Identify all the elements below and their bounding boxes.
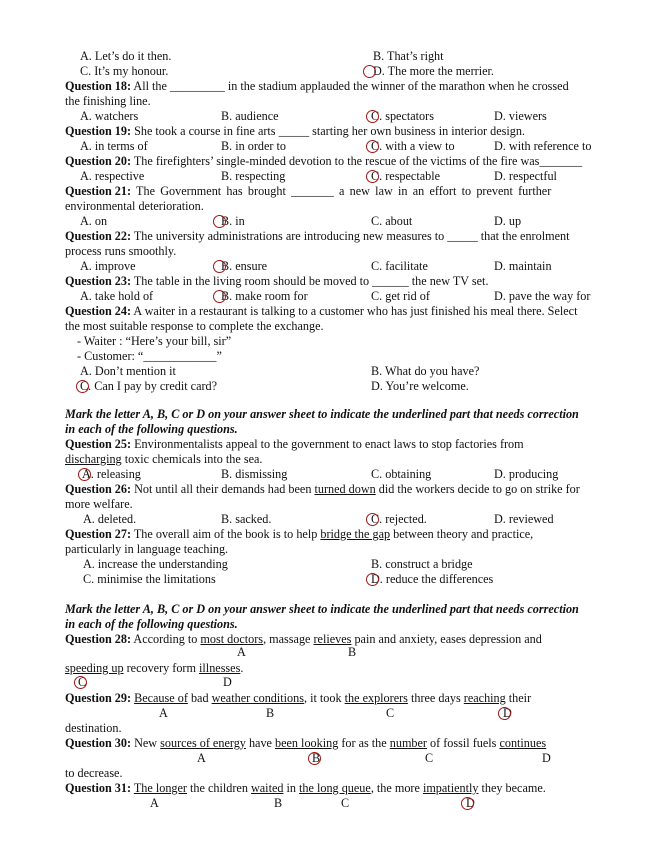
q26-option-d: D. reviewed	[494, 512, 554, 526]
q21-option-b: B. in	[221, 214, 245, 228]
q27-option-d: D. reduce the differences	[371, 572, 494, 586]
q25-option-b: B. dismissing	[221, 467, 288, 481]
q27-option-a: A. increase the understanding	[83, 557, 228, 571]
question-27-stem: particularly in language teaching.	[65, 542, 229, 556]
q30-letter-b: B	[312, 751, 321, 765]
q19-option-b: B. in order to	[221, 139, 286, 153]
q23-option-a: A. take hold of	[80, 289, 154, 303]
q18-option-b: B. audience	[221, 109, 279, 123]
q26-option-a: A. deleted.	[83, 512, 137, 526]
q29-letter-c: C	[386, 706, 395, 720]
question-22-stem: process runs smoothly.	[65, 244, 177, 258]
question-24-stem: the most suitable response to complete the exchange.	[65, 319, 324, 333]
answer-circle	[213, 290, 226, 303]
dialog-customer: - Customer: “____________”	[77, 349, 222, 363]
question-26: Question 26: Not until all their demands had been turned down did the workers decide to go on strike for	[65, 482, 580, 496]
question-25-stem: discharging toxic chemicals into the sea.	[65, 452, 263, 466]
q22-option-d: D. maintain	[494, 259, 552, 273]
q18-option-c: C. spectators	[371, 109, 434, 123]
q30-letter-c: C	[425, 751, 434, 765]
q18-option-d: D. viewers	[494, 109, 547, 123]
question-22: Question 22: The university administrations are introducing new measures to _____ that the enrolment	[65, 229, 570, 243]
q24-option-c: C. Can I pay by credit card?	[80, 379, 218, 393]
question-24: Question 24: A waiter in a restaurant is talking to a customer who has just finished his meal there. Select	[65, 304, 578, 318]
answer-circle	[76, 380, 89, 393]
q19-option-a: A. in terms of	[80, 139, 148, 153]
q22-option-a: A. improve	[80, 259, 136, 273]
section-instruction: Mark the letter A, B, C or D on your answer sheet to indicate the underlined part that needs correction	[65, 602, 579, 616]
question-25: Question 25: Environmentalists appeal to the government to enact laws to stop factories from	[65, 437, 524, 451]
q30-letter-d: D	[542, 751, 551, 765]
q27-option-b: B. construct a bridge	[371, 557, 473, 571]
answer-circle	[308, 752, 321, 765]
q20-option-d: D. respectful	[494, 169, 557, 183]
q29-letter-d: D	[503, 706, 512, 720]
section-instruction: Mark the letter A, B, C or D on your answer sheet to indicate the underlined part that needs correction	[65, 407, 579, 421]
question-29: Question 29: Because of bad weather conditions, it took the explorers three days reaching their	[65, 691, 532, 705]
question-26-stem: more welfare.	[65, 497, 133, 511]
question-18: Question 18: All the _________ in the stadium applauded the winner of the marathon when he crossed	[65, 79, 569, 93]
q23-option-d: D. pave the way for	[494, 289, 591, 303]
q19-option-d: D. with reference to	[494, 139, 592, 153]
q25-option-d: D. producing	[494, 467, 559, 481]
q26-option-c: C. rejected.	[371, 512, 427, 526]
dialog-waiter: - Waiter : “Here’s your bill, sir”	[77, 334, 232, 348]
section-instruction: in each of the following questions.	[65, 617, 238, 631]
q25-option-c: C. obtaining	[371, 467, 432, 481]
q28-letter-d: D	[223, 675, 232, 689]
question-31: Question 31: The longer the children waited in the long queue, the more impatiently they became.	[65, 781, 546, 795]
answer-circle	[74, 676, 87, 689]
q20-option-c: C. respectable	[371, 169, 441, 183]
question-21: Question 21: The Government has brought _______ a new law in an effort to prevent further	[65, 184, 552, 198]
answer-circle	[366, 573, 379, 586]
q22-option-c: C. facilitate	[371, 259, 428, 273]
question-23: Question 23: The table in the living room should be moved to ______ the new TV set.	[65, 274, 489, 288]
q21-option-a: A. on	[80, 214, 108, 228]
q17-option-c: C. It’s my honour.	[80, 64, 169, 78]
q24-option-b: B. What do you have?	[371, 364, 480, 378]
q24-option-d: D. You’re welcome.	[371, 379, 469, 393]
answer-circle	[366, 170, 379, 183]
q18-option-a: A. watchers	[80, 109, 139, 123]
q31-letter-a: A	[150, 796, 159, 810]
q28-letter-a: A	[237, 645, 246, 659]
question-30: Question 30: New sources of energy have been looking for as the number of fossil fuels continues	[65, 736, 547, 750]
q28-letter-c: C	[78, 675, 87, 689]
q31-letter-c: C	[341, 796, 350, 810]
q17-option-a: A. Let’s do it then.	[80, 49, 172, 63]
question-18-stem: the finishing line.	[65, 94, 151, 108]
question-28-stem: speeding up recovery form illnesses.	[65, 661, 244, 675]
q20-option-b: B. respecting	[221, 169, 286, 183]
q17-option-b: B. That’s right	[373, 49, 444, 63]
question-30-stem: to decrease.	[65, 766, 123, 780]
q26-option-b: B. sacked.	[221, 512, 272, 526]
q29-letter-a: A	[159, 706, 168, 720]
answer-circle	[498, 707, 511, 720]
question-20: Question 20: The firefighters’ single-minded devotion to the rescue of the victims of the fire was_______	[65, 154, 583, 168]
q21-option-c: C. about	[371, 214, 413, 228]
q19-option-c: C. with a view to	[371, 139, 455, 153]
q25-option-a: A. releasing	[82, 467, 141, 481]
q23-option-c: C. get rid of	[371, 289, 430, 303]
answer-circle	[213, 260, 226, 273]
question-19: Question 19: She took a course in fine arts _____ starting her own business in interior design.	[65, 124, 526, 138]
q20-option-a: A. respective	[80, 169, 145, 183]
q24-option-a: A. Don’t mention it	[80, 364, 176, 378]
q23-option-b: B. make room for	[221, 289, 308, 303]
q22-option-b: B. ensure	[221, 259, 268, 273]
q30-letter-a: A	[197, 751, 206, 765]
q17-option-d: D. The more the merrier.	[373, 64, 494, 78]
q31-letter-d: D	[466, 796, 475, 810]
question-27: Question 27: The overall aim of the book is to help bridge the gap between theory and practice,	[65, 527, 534, 541]
answer-circle	[461, 797, 474, 810]
section-instruction: in each of the following questions.	[65, 422, 238, 436]
question-29-stem: destination.	[65, 721, 122, 735]
q21-option-d: D. up	[494, 214, 522, 228]
answer-circle	[213, 215, 226, 228]
question-21-stem: environmental deterioration.	[65, 199, 204, 213]
q28-letter-b: B	[348, 645, 357, 659]
answer-circle	[366, 140, 379, 153]
answer-circle	[366, 110, 379, 123]
q31-letter-b: B	[274, 796, 283, 810]
q27-option-c: C. minimise the limitations	[83, 572, 216, 586]
answer-circle	[78, 468, 91, 481]
q29-letter-b: B	[266, 706, 275, 720]
answer-circle	[366, 513, 379, 526]
answer-circle	[363, 65, 376, 78]
question-28: Question 28: According to most doctors, massage relieves pain and anxiety, eases depression and	[65, 632, 542, 646]
